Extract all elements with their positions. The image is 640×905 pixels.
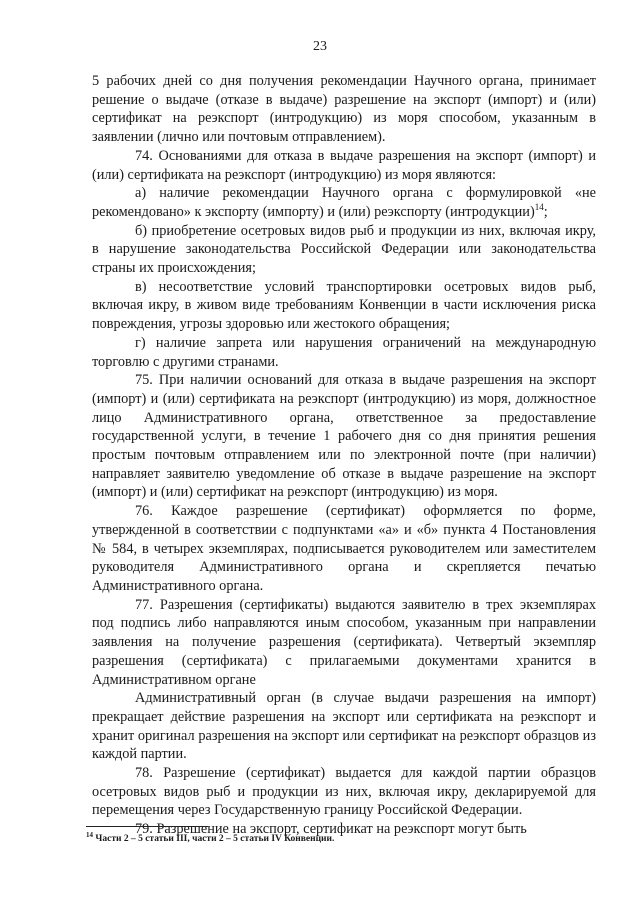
- footnote-text: Части 2 – 5 статьи III, части 2 – 5 статьи IV Конвенции.: [93, 834, 335, 844]
- paragraph-75: 75. При наличии оснований для отказа в выдаче разрешения на экспорт (импорт) и (или) сертификата на реэкспорт (интродукцию) из моря, должностное лицо Административного органа, ответственное за предоставление государственной услуги, в течение 1 рабочего дня со дня принятия решения простым почтовым отправлением или по электронной почте (при наличии) направляет заявителю уведомление об отказе в выдаче разрешение на экспорт (импорт) и (или) сертификат на реэкспорт (интродукцию) из моря.: [92, 372, 596, 501]
- paragraph-77-cont: Административный орган (в случае выдачи разрешения на импорт) прекращает действие разрешения на экспорт или сертификата на реэкспорт и хранит оригинал разрешения на экспорт или сертификат на реэкспорт образцов из каждой партии.: [92, 690, 596, 763]
- paragraph-78: 78. Разрешение (сертификат) выдается для каждой партии образцов осетровых видов рыб и продукции из них, включая икру, декларируемой для перемещения через Государственную границу Российской Федерации.: [92, 765, 596, 819]
- paragraph: 5 рабочих дней со дня получения рекомендации Научного органа, принимает решение о выдаче (отказе в выдаче) разрешение на экспорт (импорт) и (или) сертификат на реэкспорт (интродукцию) из моря способом, указанным в заявлении (лично или почтовым отправлением).: [92, 73, 596, 146]
- paragraph-74-g: г) наличие запрета или нарушения ограничений на международную торговлю с другими странами.: [92, 334, 596, 370]
- paragraph-77: 77. Разрешения (сертификаты) выдаются заявителю в трех экземплярах под подпись либо направляются иным способом, указанным при направлении заявления на получение разрешения (сертификата). Четвертый экземпляр разрешения (сертификата) с прилагаемыми документами хранится в Административном органе: [92, 596, 596, 688]
- paragraph-76: 76. Каждое разрешение (сертификат) оформляется по форме, утвержденной в соответствии с подпунктами «а» и «б» пункта 4 Постановления № 584, в четырех экземплярах, подписывается руководителем или заместителем руководителя Административного органа и скрепляется печатью Административного органа.: [92, 503, 596, 594]
- footnote-separator: [86, 826, 208, 827]
- paragraph-79: 79. Разрешение на экспорт, сертификат на реэкспорт могут быть: [135, 821, 527, 838]
- paragraph-74-b: б) приобретение осетровых видов рыб и продукции из них, включая икру, в нарушение законодательства Российской Федерации или законодательства страны их происхождения;: [92, 222, 596, 277]
- footnote-marker: 14: [86, 830, 93, 839]
- paragraph-text: а) наличие рекомендации Научного органа с формулировкой «не рекомендовано» к экспорту (импорту) и (или) реэкспорту (интродукции): [92, 185, 596, 220]
- paragraph-74-v: в) несоответствие условий транспортировки осетровых видов рыб, включая икру, в живом виде требованиям Конвенции в части исключения риска повреждения, угрозы здоровью или жестокого обращения;: [92, 278, 596, 333]
- body-text: [92, 72, 596, 839]
- paragraph-74: 74. Основаниями для отказа в выдаче разрешения на экспорт (импорт) и (или) сертификата на реэкспорт (интродукцию) из моря являются:: [92, 147, 596, 183]
- page-number: 23: [313, 39, 327, 54]
- paragraph-tail: ;: [543, 203, 548, 220]
- paragraph-74-a: [92, 184, 596, 221]
- footnote: [86, 830, 586, 845]
- footnote-reference: 14: [534, 202, 544, 213]
